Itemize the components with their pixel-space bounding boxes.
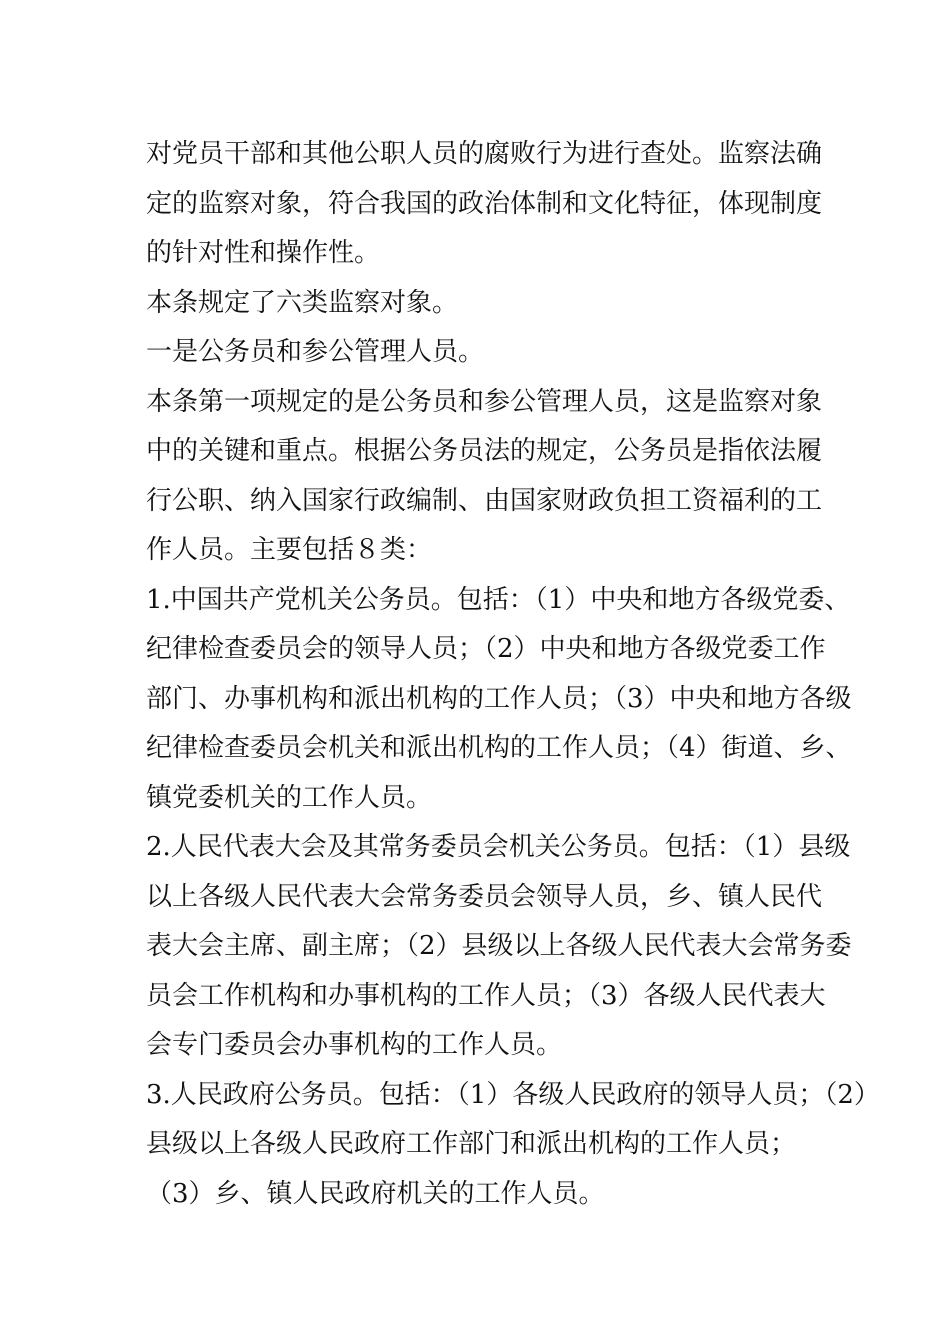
document-body <box>146 130 880 1219</box>
text-line: 的针对性和操作性。 <box>146 238 381 268</box>
paragraph-category-one-heading <box>146 328 808 378</box>
text-line: 县级以上各级人民政府工作部门和派出机构的工作人员； <box>146 1129 797 1159</box>
text-line: 定的监察对象，符合我国的政治体制和文化特征，体现制度 <box>146 188 823 219</box>
text-line: 2.人民代表大会及其常务委员会机关公务员。包括：（1）县级 <box>146 832 851 862</box>
paragraph-item-3 <box>146 1071 880 1220</box>
text-line: 1.中国共产党机关公务员。包括：（1）中央和地方各级党委、 <box>146 584 851 615</box>
text-line: 本条第一项规定的是公务员和参公管理人员，这是监察对象 <box>146 386 823 417</box>
text-line: 行公职、纳入国家行政编制、由国家财政负担工资福利的工 <box>146 485 823 516</box>
text-line: 部门、办事机构和派出机构的工作人员；（3）中央和地方各级 <box>146 683 852 714</box>
text-line: （3）乡、镇人民政府机关的工作人员。 <box>146 1178 605 1209</box>
text-line: 纪律检查委员会机关和派出机构的工作人员；（4）街道、乡、 <box>146 733 852 763</box>
text-line: 一是公务员和参公管理人员。 <box>146 337 485 367</box>
paragraph-intro <box>146 130 823 279</box>
text-line: 纪律检查委员会的领导人员；（2）中央和地方各级党委工作 <box>146 634 826 664</box>
paragraph-item-1 <box>146 576 852 824</box>
text-line: 会专门委员会办事机构的工作人员。 <box>146 1030 563 1060</box>
text-line: 表大会主席、副主席；（2）县级以上各级人民代表大会常务委 <box>146 931 852 961</box>
text-line: 以上各级人民代表大会常务委员会领导人员，乡、镇人民代 <box>146 881 823 912</box>
text-line: 中的关键和重点。根据公务员法的规定，公务员是指依法履 <box>146 436 823 466</box>
text-line: 作人员。主要包括８类： <box>146 535 433 565</box>
paragraph-item-2 <box>146 823 852 1071</box>
text-line: 员会工作机构和办事机构的工作人员；（3）各级人民代表大 <box>146 980 826 1011</box>
text-line: 对党员干部和其他公职人员的腐败行为进行查处。监察法确 <box>146 139 823 169</box>
paragraph-six-categories <box>146 279 808 329</box>
paragraph-civil-servants <box>146 378 823 576</box>
text-line: 3.人民政府公务员。包括：（1）各级人民政府的领导人员；（2） <box>146 1079 880 1110</box>
text-line: 镇党委机关的工作人员。 <box>146 782 433 813</box>
text-line: 本条规定了六类监察对象。 <box>146 287 459 318</box>
